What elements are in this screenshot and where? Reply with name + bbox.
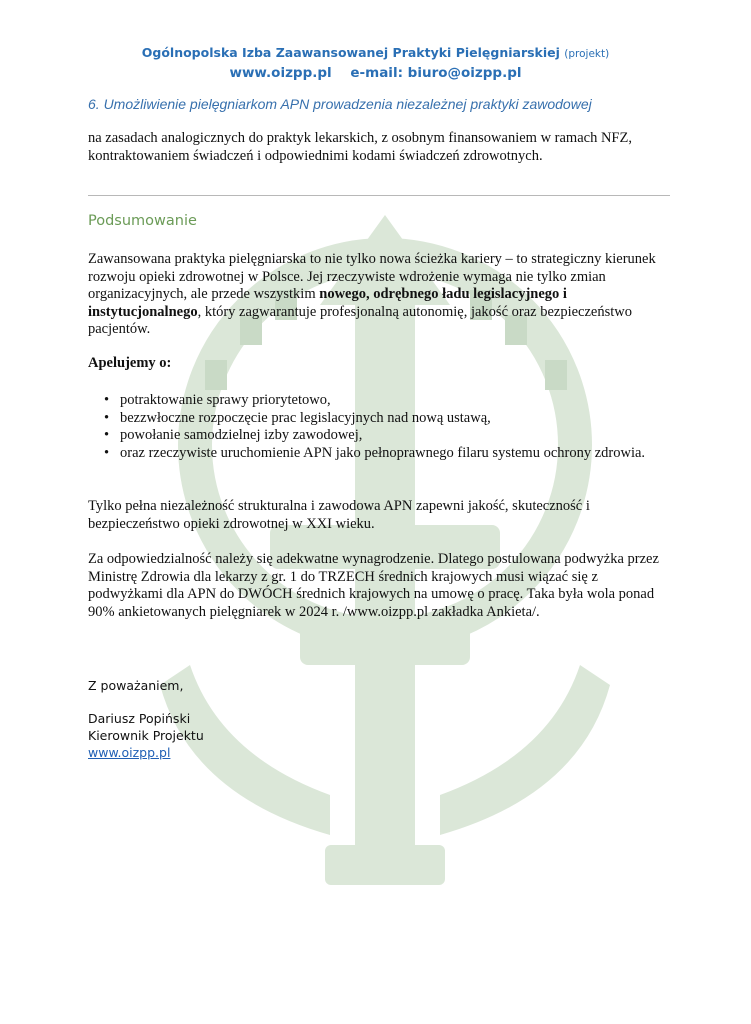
bullet-icon: • — [104, 392, 110, 408]
list-item-text: powołanie samodzielnej izby zawodowej, — [120, 427, 363, 443]
signature-block — [88, 710, 204, 761]
list-item — [88, 392, 668, 410]
list-item-text: potraktowanie sprawy priorytetowo, — [120, 392, 331, 408]
closing-line: Z poważaniem, — [88, 678, 184, 693]
section-6-paragraph: na zasadach analogicznych do praktyk lekarskich, z osobnym finansowaniem w ramach NFZ, kontraktowaniem świadczeń i odpowiednimi kodami świadczeń zdrowotnych. — [88, 130, 632, 164]
signatory-name: Dariusz Popiński — [88, 711, 191, 726]
list-item-text: oraz rzeczywiste uruchomienie APN jako pełnoprawnego filaru systemu ochrony zdrowia. — [120, 444, 646, 461]
bullet-icon: • — [104, 444, 110, 461]
bullet-icon: • — [104, 427, 110, 443]
contact-line — [0, 64, 751, 82]
list-item — [88, 445, 668, 463]
list-item — [88, 427, 668, 445]
list-item-text: bezzwłoczne rozpoczęcie prac legislacyjnych nad nową ustawą, — [120, 409, 491, 426]
header-website-link[interactable]: www.oizpp.pl — [229, 65, 332, 81]
list-item — [88, 410, 668, 428]
horizontal-divider — [88, 195, 670, 196]
bullet-icon: • — [104, 409, 110, 426]
summary-paragraph-bold: nowego, odrębnego ładu legislacyjnego i instytucjonalnego — [88, 286, 567, 320]
header-email[interactable]: e-mail: biuro@oizpp.pl — [350, 65, 522, 81]
remuneration-paragraph: Za odpowiedzialność należy się adekwatne wynagrodzenie. Dlatego postulowana podwyżka przez Ministrę Zdrowia dla lekarzy z gr. 1 do TRZECH średnich krajowych musi wiązać się z podwyżkami dla APN do DWÓCH średnich krajowych na umowę o pracę. Taka była wola ponad 90% ankietowanych pielęgniarek w 2024 r. /www.oizpp.pl zakładka Ankieta/. — [88, 551, 659, 620]
organization-name-text: Ogólnopolska Izba Zaawansowanej Praktyki Pielęgniarskiej — [141, 45, 560, 60]
summary-paragraph-end: , który zagwarantuje profesjonalną autonomię, jakość oraz bezpieczeństwo pacjentów. — [88, 303, 632, 337]
organization-name-suffix: (projekt) — [564, 48, 610, 60]
appeal-list — [88, 392, 668, 462]
appeal-heading: Apelujemy o: — [88, 355, 172, 371]
letterhead — [0, 45, 751, 82]
organization-name — [0, 45, 751, 62]
signatory-role: Kierownik Projektu — [88, 728, 204, 743]
signature-website-link[interactable]: www.oizpp.pl — [88, 745, 171, 760]
independence-paragraph: Tylko pełna niezależność strukturalna i zawodowa APN zapewni jakość, skuteczność i bezpieczeństwo opieki zdrowotnej w XXI wieku. — [88, 498, 590, 532]
summary-paragraph-start: Zawansowana praktyka pielęgniarska to nie tylko nowa ścieżka kariery – to strategiczny kierunek rozwoju opieki zdrowotnej w Polsce. Jej rzeczywiste wdrożenie wymaga nie tylko zmian organizacyjnych, ale przede wszystkim — [88, 251, 656, 302]
summary-heading: Podsumowanie — [88, 213, 197, 229]
summary-paragraph — [88, 251, 668, 339]
section-6-title: 6. Umożliwienie pielęgniarkom APN prowadzenia niezależnej praktyki zawodowej — [88, 96, 592, 112]
